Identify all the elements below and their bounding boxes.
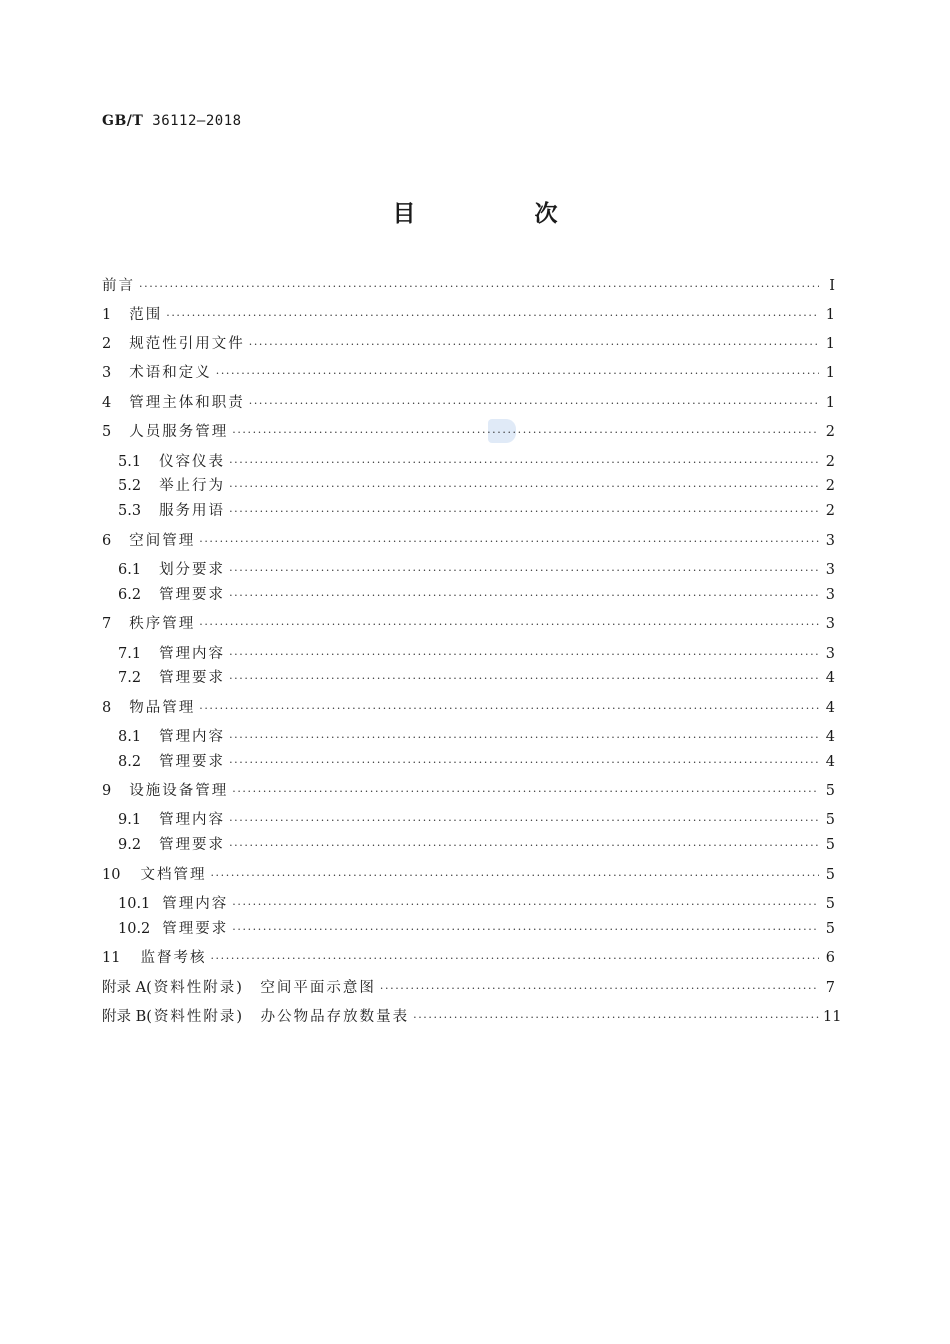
toc-row[interactable] [102,750,835,772]
toc-row[interactable] [102,1005,842,1027]
toc-page-number: 1 [825,395,835,411]
toc-row[interactable] [102,612,835,634]
toc-page-number: 3 [825,587,835,603]
toc-number: 8.2 [118,754,142,770]
toc-number: 8 [102,700,112,716]
toc-label: (资料性附录) 空间平面示意图 [146,980,376,996]
toc-label: 监督考核 [140,950,207,966]
toc-leader-dots [229,648,819,661]
toc-row[interactable] [102,863,835,885]
toc-number: 6.2 [118,587,142,603]
toc-page-number: 5 [825,837,835,853]
toc-row[interactable] [102,529,835,551]
toc-number: 6 [102,533,112,549]
toc-number: 7.1 [118,646,142,662]
toc-number: 11 [102,950,121,966]
toc-page-number: 7 [825,980,835,996]
toc-number: 8.1 [118,729,142,745]
toc-label: 管理要求 [162,921,229,937]
toc-page-number: 5 [825,921,835,937]
toc-page-number: 4 [825,670,835,686]
toc-page-number: 3 [825,562,835,578]
toc-row[interactable] [102,725,835,747]
toc-label: 管理要求 [159,587,226,603]
toc-number: 9.2 [118,837,142,853]
toc-label: 术语和定义 [129,365,212,381]
toc-page-number: 2 [825,454,835,470]
toc-number: 6.1 [118,562,142,578]
toc-leader-dots [232,898,819,911]
toc-row[interactable] [102,779,835,801]
toc-leader-dots [249,397,819,410]
toc-row[interactable] [102,642,835,664]
toc-label: 空间管理 [129,533,196,549]
toc-page-number: 4 [825,754,835,770]
toc-row[interactable] [102,666,835,688]
toc-leader-dots [232,426,819,439]
toc-number: 10.2 [118,921,151,937]
toc-number: 附录 A [102,980,147,996]
toc-row[interactable] [102,391,835,413]
toc-label: 管理要求 [159,754,226,770]
toc-leader-dots [229,839,819,852]
toc-leader-dots [199,618,819,631]
toc-leader-dots [229,505,819,518]
toc-row[interactable] [102,450,835,472]
toc-row[interactable] [102,583,835,605]
toc-page-number: 6 [825,950,835,966]
toc-number: 7 [102,616,112,632]
toc-page-number: 3 [825,616,835,632]
toc-leader-dots [210,869,819,882]
toc-page-number: 5 [825,896,835,912]
toc-leader-dots [229,589,819,602]
toc-label: 管理内容 [159,812,226,828]
toc-page-number: 1 [825,336,835,352]
toc-leader-dots [229,731,819,744]
toc-row[interactable] [102,892,835,914]
toc-leader-dots [229,456,819,469]
toc-page-number: Ⅰ [829,278,835,294]
toc-label: 服务用语 [159,503,226,519]
toc-label: 人员服务管理 [129,424,229,440]
toc-label: 管理内容 [159,646,226,662]
toc-row[interactable] [102,361,835,383]
toc-leader-dots [380,982,819,995]
toc-leader-dots [210,952,819,965]
toc-label: (资料性附录) 办公物品存放数量表 [146,1009,410,1025]
toc-page-number: 5 [825,783,835,799]
toc-number: 3 [102,365,112,381]
toc-leader-dots [199,535,819,548]
toc-leader-dots [199,702,819,715]
toc-number: 10 [102,867,121,883]
toc-number: 10.1 [118,896,151,912]
toc-page-number: 5 [825,812,835,828]
toc-leader-dots [229,756,819,769]
toc-leader-dots [229,564,819,577]
toc-leader-dots [229,814,819,827]
toc-number: 5.2 [118,478,142,494]
toc-number: 9.1 [118,812,142,828]
standard-code: 36112—2018 [152,113,242,129]
toc-row[interactable] [102,976,835,998]
page-title: 目 次 [392,201,606,227]
toc-row[interactable] [102,558,835,580]
toc-page-number: 4 [825,729,835,745]
toc-page-number: 5 [825,867,835,883]
toc-number: 9 [102,783,112,799]
toc-page-number: 2 [825,478,835,494]
toc-leader-dots [229,672,819,685]
toc-leader-dots [166,309,819,322]
toc-page-number: 4 [825,700,835,716]
toc-row[interactable] [102,946,835,968]
toc-label: 秩序管理 [129,616,196,632]
toc-leader-dots [216,367,819,380]
toc-label: 规范性引用文件 [129,336,245,352]
toc-label: 管理要求 [159,670,226,686]
toc-leader-dots [139,280,819,293]
toc-label: 前言 [102,278,135,294]
toc-leader-dots [229,480,819,493]
toc-number: 附录 B [102,1009,147,1025]
toc-row[interactable] [102,303,835,325]
toc-leader-dots [232,785,819,798]
toc-page-number: 2 [825,503,835,519]
toc-row[interactable] [102,420,835,442]
toc-row[interactable] [102,808,835,830]
toc-row[interactable] [102,833,835,855]
toc-label: 划分要求 [159,562,226,578]
toc-label: 文档管理 [140,867,207,883]
toc-leader-dots [413,1011,819,1024]
toc-number: 2 [102,336,112,352]
toc-number: 5.3 [118,503,142,519]
toc-label: 管理要求 [159,837,226,853]
toc-leader-dots [232,923,819,936]
toc-number: 1 [102,307,112,323]
toc-row[interactable] [102,917,835,939]
toc-row[interactable] [102,274,835,296]
toc-page-number: 3 [825,646,835,662]
toc-label: 设施设备管理 [129,783,229,799]
toc-row[interactable] [102,332,835,354]
toc-page-number: 3 [825,533,835,549]
toc-leader-dots [249,338,819,351]
standard-number [102,113,242,129]
toc-row[interactable] [102,696,835,718]
toc-page-number: 1 [825,365,835,381]
toc-number: 7.2 [118,670,142,686]
toc-row[interactable] [102,499,835,521]
toc-label: 仪容仪表 [159,454,226,470]
toc-page-number: 2 [825,424,835,440]
toc-label: 范围 [129,307,163,323]
toc-label: 举止行为 [159,478,226,494]
toc-label: 管理内容 [159,729,226,745]
toc-row[interactable] [102,474,835,496]
toc-label: 管理主体和职责 [129,395,245,411]
toc-number: 5 [102,424,112,440]
toc-label: 物品管理 [129,700,196,716]
toc-number: 4 [102,395,112,411]
standard-prefix: GB/T [102,113,144,129]
toc-number: 5.1 [118,454,142,470]
toc-page-number: 1 [825,307,835,323]
toc-page-number: 11 [823,1009,842,1025]
toc-label: 管理内容 [162,896,229,912]
